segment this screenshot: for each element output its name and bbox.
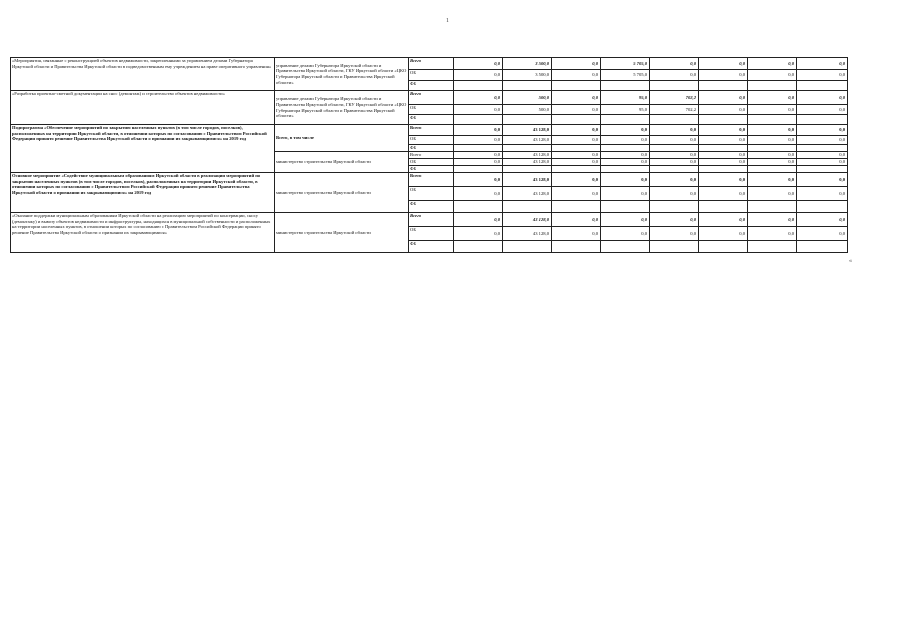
value-cell: 0,0 xyxy=(650,70,699,81)
funding-source: ОБ xyxy=(409,227,454,241)
value-cell: 0,0 xyxy=(552,152,601,159)
value-cell: 0,0 xyxy=(748,105,797,115)
value-cell: 43 128,0 xyxy=(503,213,552,227)
value-cell: 0,0 xyxy=(748,227,797,241)
funding-source: ФБ xyxy=(409,201,454,213)
value-cell: 0,0 xyxy=(552,70,601,81)
value-cell: 702,2 xyxy=(650,105,699,115)
executor-cell: управление делами Губернатора Иркутской области и Правительства Иркутской области, ГКУ Иркутской области «ЦКО Губернатора Иркутской области и Правительства Иркутской области» xyxy=(275,91,409,125)
value-cell xyxy=(503,201,552,213)
value-cell xyxy=(699,201,748,213)
value-cell: 0,0 xyxy=(748,70,797,81)
value-cell: 0,0 xyxy=(601,136,650,145)
funding-source: ОБ xyxy=(409,70,454,81)
value-cell: 0,0 xyxy=(650,173,699,187)
value-cell xyxy=(650,145,699,152)
value-cell: 0,0 xyxy=(748,136,797,145)
table-row xyxy=(11,173,848,187)
funding-source: ОБ xyxy=(409,187,454,201)
value-cell: 43 128,0 xyxy=(503,173,552,187)
funding-source: ОБ xyxy=(409,105,454,115)
value-cell: 0,0 xyxy=(699,70,748,81)
value-cell: 0,0 xyxy=(699,105,748,115)
value-cell xyxy=(699,145,748,152)
executor-cell: Всего, в том числе xyxy=(275,125,409,152)
value-cell: 0,0 xyxy=(552,187,601,201)
value-cell xyxy=(503,115,552,125)
value-cell: 0,0 xyxy=(699,58,748,70)
value-cell: 0,0 xyxy=(601,159,650,166)
value-cell: 0,0 xyxy=(650,187,699,201)
funding-source: Всего xyxy=(409,173,454,187)
value-cell xyxy=(552,166,601,173)
funding-source: Всего xyxy=(409,152,454,159)
value-cell: 0,0 xyxy=(797,91,848,105)
value-cell: 0,0 xyxy=(748,125,797,136)
value-cell: 0,0 xyxy=(552,91,601,105)
value-cell xyxy=(503,166,552,173)
value-cell: 0,0 xyxy=(552,159,601,166)
value-cell: 0,0 xyxy=(797,227,848,241)
value-cell: 0,0 xyxy=(601,173,650,187)
value-cell: 43 128,0 xyxy=(503,187,552,201)
value-cell: 95,0 xyxy=(601,105,650,115)
value-cell: 0,0 xyxy=(748,159,797,166)
value-cell: 0,0 xyxy=(650,213,699,227)
row-name: «Оказание поддержки муниципальным образованиям Иркутской области на реализацию мероприятий по консервации, сносу (демонтажу) и вывозу объектов недвижимости и инфраструктуры, находящихся в муниципальной собственности и расположенных на территории населенных пунктов, в отношении которых по согласованию с Правительством Российской Федерации принято решение Правительства Иркутской области о признании их закрывающимися» xyxy=(11,213,275,253)
value-cell xyxy=(748,81,797,91)
executor-cell: министерство строительства Иркутской области xyxy=(275,173,409,213)
value-cell xyxy=(748,241,797,253)
value-cell: 0,0 xyxy=(797,105,848,115)
value-cell xyxy=(454,81,503,91)
value-cell: 0,0 xyxy=(650,152,699,159)
row-name: «Разработка проектно-сметной документации на снос (демонтаж) и строительство объектов недвижимости» xyxy=(11,91,275,125)
page-mark-top: 1 xyxy=(446,18,449,24)
value-cell xyxy=(454,145,503,152)
value-cell xyxy=(601,241,650,253)
value-cell: 0,0 xyxy=(454,159,503,166)
value-cell xyxy=(601,145,650,152)
value-cell: 5 705,0 xyxy=(601,58,650,70)
value-cell xyxy=(797,145,848,152)
funding-source: ФБ xyxy=(409,166,454,173)
value-cell xyxy=(748,166,797,173)
value-cell xyxy=(552,81,601,91)
value-cell: 0,0 xyxy=(552,227,601,241)
value-cell xyxy=(699,241,748,253)
value-cell: 0,0 xyxy=(797,136,848,145)
value-cell xyxy=(650,241,699,253)
value-cell: 43 128,0 xyxy=(503,136,552,145)
value-cell: 0,0 xyxy=(699,159,748,166)
funding-source: Всего xyxy=(409,58,454,70)
value-cell: 0,0 xyxy=(601,152,650,159)
value-cell: 500,0 xyxy=(503,105,552,115)
value-cell: 0,0 xyxy=(797,70,848,81)
value-cell xyxy=(650,115,699,125)
value-cell: 3 500,0 xyxy=(503,70,552,81)
value-cell xyxy=(650,81,699,91)
value-cell xyxy=(552,201,601,213)
value-cell: 43 128,0 xyxy=(503,159,552,166)
value-cell: 0,0 xyxy=(454,91,503,105)
value-cell: 0,0 xyxy=(454,173,503,187)
value-cell: 0,0 xyxy=(797,187,848,201)
value-cell xyxy=(650,166,699,173)
value-cell: 0,0 xyxy=(699,227,748,241)
value-cell: 0,0 xyxy=(454,187,503,201)
value-cell xyxy=(797,201,848,213)
funding-source: Всего xyxy=(409,125,454,136)
value-cell: 0,0 xyxy=(552,136,601,145)
value-cell: 0,0 xyxy=(601,125,650,136)
value-cell: 0,0 xyxy=(454,213,503,227)
value-cell: 0,0 xyxy=(650,227,699,241)
value-cell: 0,0 xyxy=(797,173,848,187)
value-cell: 0,0 xyxy=(797,58,848,70)
table-row xyxy=(11,125,848,136)
value-cell: 0,0 xyxy=(748,152,797,159)
row-name: Подпрограмма «Обеспечение мероприятий по закрытию населенных пунктов (в том числе городов, поселков), расположенных на территории Иркутской области, в отношении которых по согласованию с Правительством Российской Федерации принято решение Правительства Иркутской области о признании их закрывающимися» на 2019 год xyxy=(11,125,275,173)
value-cell: 0,0 xyxy=(650,58,699,70)
funding-source: Всего xyxy=(409,91,454,105)
executor-cell: министерство строительства Иркутской области xyxy=(275,213,409,253)
value-cell: 0,0 xyxy=(797,152,848,159)
value-cell xyxy=(601,115,650,125)
value-cell: 702,2 xyxy=(650,91,699,105)
value-cell: 0,0 xyxy=(601,213,650,227)
value-cell: 0,0 xyxy=(748,213,797,227)
value-cell: 0,0 xyxy=(552,105,601,115)
value-cell xyxy=(748,145,797,152)
value-cell: 0,0 xyxy=(454,70,503,81)
value-cell: 500,0 xyxy=(503,91,552,105)
value-cell: 43 128,0 xyxy=(503,152,552,159)
value-cell: 3 500,0 xyxy=(503,58,552,70)
executor-cell: управление делами Губернатора Иркутской области и Правительства Иркутской области, ГКУ Иркутской области «ЦКО Губернатора Иркутской области и Правительства Иркутской области» xyxy=(275,58,409,91)
value-cell xyxy=(454,115,503,125)
funding-source: ФБ xyxy=(409,81,454,91)
row-name: «Мероприятия, связанные с реконструкцией объектов недвижимости, закрепленными за управлением делами Губернатора Иркутской области и Правительства Иркутской области в подведомственным ему учреждением на праве оперативного управления» xyxy=(11,58,275,91)
value-cell xyxy=(748,115,797,125)
value-cell: 0,0 xyxy=(797,213,848,227)
value-cell: 0,0 xyxy=(454,227,503,241)
table-row xyxy=(11,213,848,227)
value-cell: 0,0 xyxy=(601,187,650,201)
value-cell xyxy=(503,241,552,253)
value-cell: 0,0 xyxy=(552,58,601,70)
value-cell: 0,0 xyxy=(650,159,699,166)
executor-cell: министерство строительства Иркутской области xyxy=(275,152,409,173)
value-cell: 0,0 xyxy=(797,125,848,136)
value-cell: 0,0 xyxy=(454,105,503,115)
value-cell xyxy=(699,115,748,125)
value-cell: 0,0 xyxy=(454,136,503,145)
value-cell: 5 705,0 xyxy=(601,70,650,81)
value-cell: 0,0 xyxy=(699,91,748,105)
funding-source: ФБ xyxy=(409,145,454,152)
value-cell xyxy=(797,115,848,125)
funding-source: ОБ xyxy=(409,159,454,166)
value-cell xyxy=(748,201,797,213)
funding-source: ФБ xyxy=(409,241,454,253)
value-cell xyxy=(454,241,503,253)
page-mark-right: « xyxy=(849,258,852,264)
value-cell: 0,0 xyxy=(454,152,503,159)
value-cell: 0,0 xyxy=(748,173,797,187)
value-cell xyxy=(503,81,552,91)
value-cell xyxy=(797,241,848,253)
value-cell: 0,0 xyxy=(699,152,748,159)
value-cell: 43 128,0 xyxy=(503,227,552,241)
value-cell xyxy=(601,201,650,213)
value-cell: 0,0 xyxy=(454,125,503,136)
funding-source: ОБ xyxy=(409,136,454,145)
value-cell xyxy=(650,201,699,213)
value-cell: 0,0 xyxy=(797,159,848,166)
value-cell: 0,0 xyxy=(748,91,797,105)
value-cell: 0,0 xyxy=(552,125,601,136)
value-cell: 0,0 xyxy=(699,173,748,187)
value-cell xyxy=(552,145,601,152)
funding-source: ФБ xyxy=(409,115,454,125)
value-cell xyxy=(699,81,748,91)
value-cell: 43 128,0 xyxy=(503,125,552,136)
table-row xyxy=(11,58,848,70)
budget-table xyxy=(10,57,848,253)
value-cell xyxy=(601,166,650,173)
value-cell: 0,0 xyxy=(552,173,601,187)
value-cell xyxy=(503,145,552,152)
value-cell: 0,0 xyxy=(699,213,748,227)
funding-source: Всего xyxy=(409,213,454,227)
value-cell: 0,0 xyxy=(699,187,748,201)
value-cell xyxy=(454,201,503,213)
row-name: Основное мероприятие «Содействие муниципальным образованиям Иркутской области в реализации мероприятий по закрытию населенных пунктов (в том числе городов, поселков), расположенных на территории Иркутской области, в отношении которых по согласованию с Правительством Российской Федерации принято решение Правительства Иркутской области о признании их закрывающимися» на 2019 год xyxy=(11,173,275,213)
value-cell: 0,0 xyxy=(650,136,699,145)
value-cell xyxy=(699,166,748,173)
value-cell: 0,0 xyxy=(454,58,503,70)
value-cell xyxy=(797,166,848,173)
value-cell: 0,0 xyxy=(748,58,797,70)
value-cell: 0,0 xyxy=(748,187,797,201)
value-cell xyxy=(601,81,650,91)
value-cell: 0,0 xyxy=(650,125,699,136)
table-row xyxy=(11,91,848,105)
value-cell xyxy=(552,115,601,125)
value-cell xyxy=(797,81,848,91)
value-cell: 0,0 xyxy=(699,125,748,136)
value-cell: 0,0 xyxy=(552,213,601,227)
value-cell: 0,0 xyxy=(601,227,650,241)
value-cell: 95,0 xyxy=(601,91,650,105)
value-cell xyxy=(552,241,601,253)
value-cell: 0,0 xyxy=(699,136,748,145)
value-cell xyxy=(454,166,503,173)
